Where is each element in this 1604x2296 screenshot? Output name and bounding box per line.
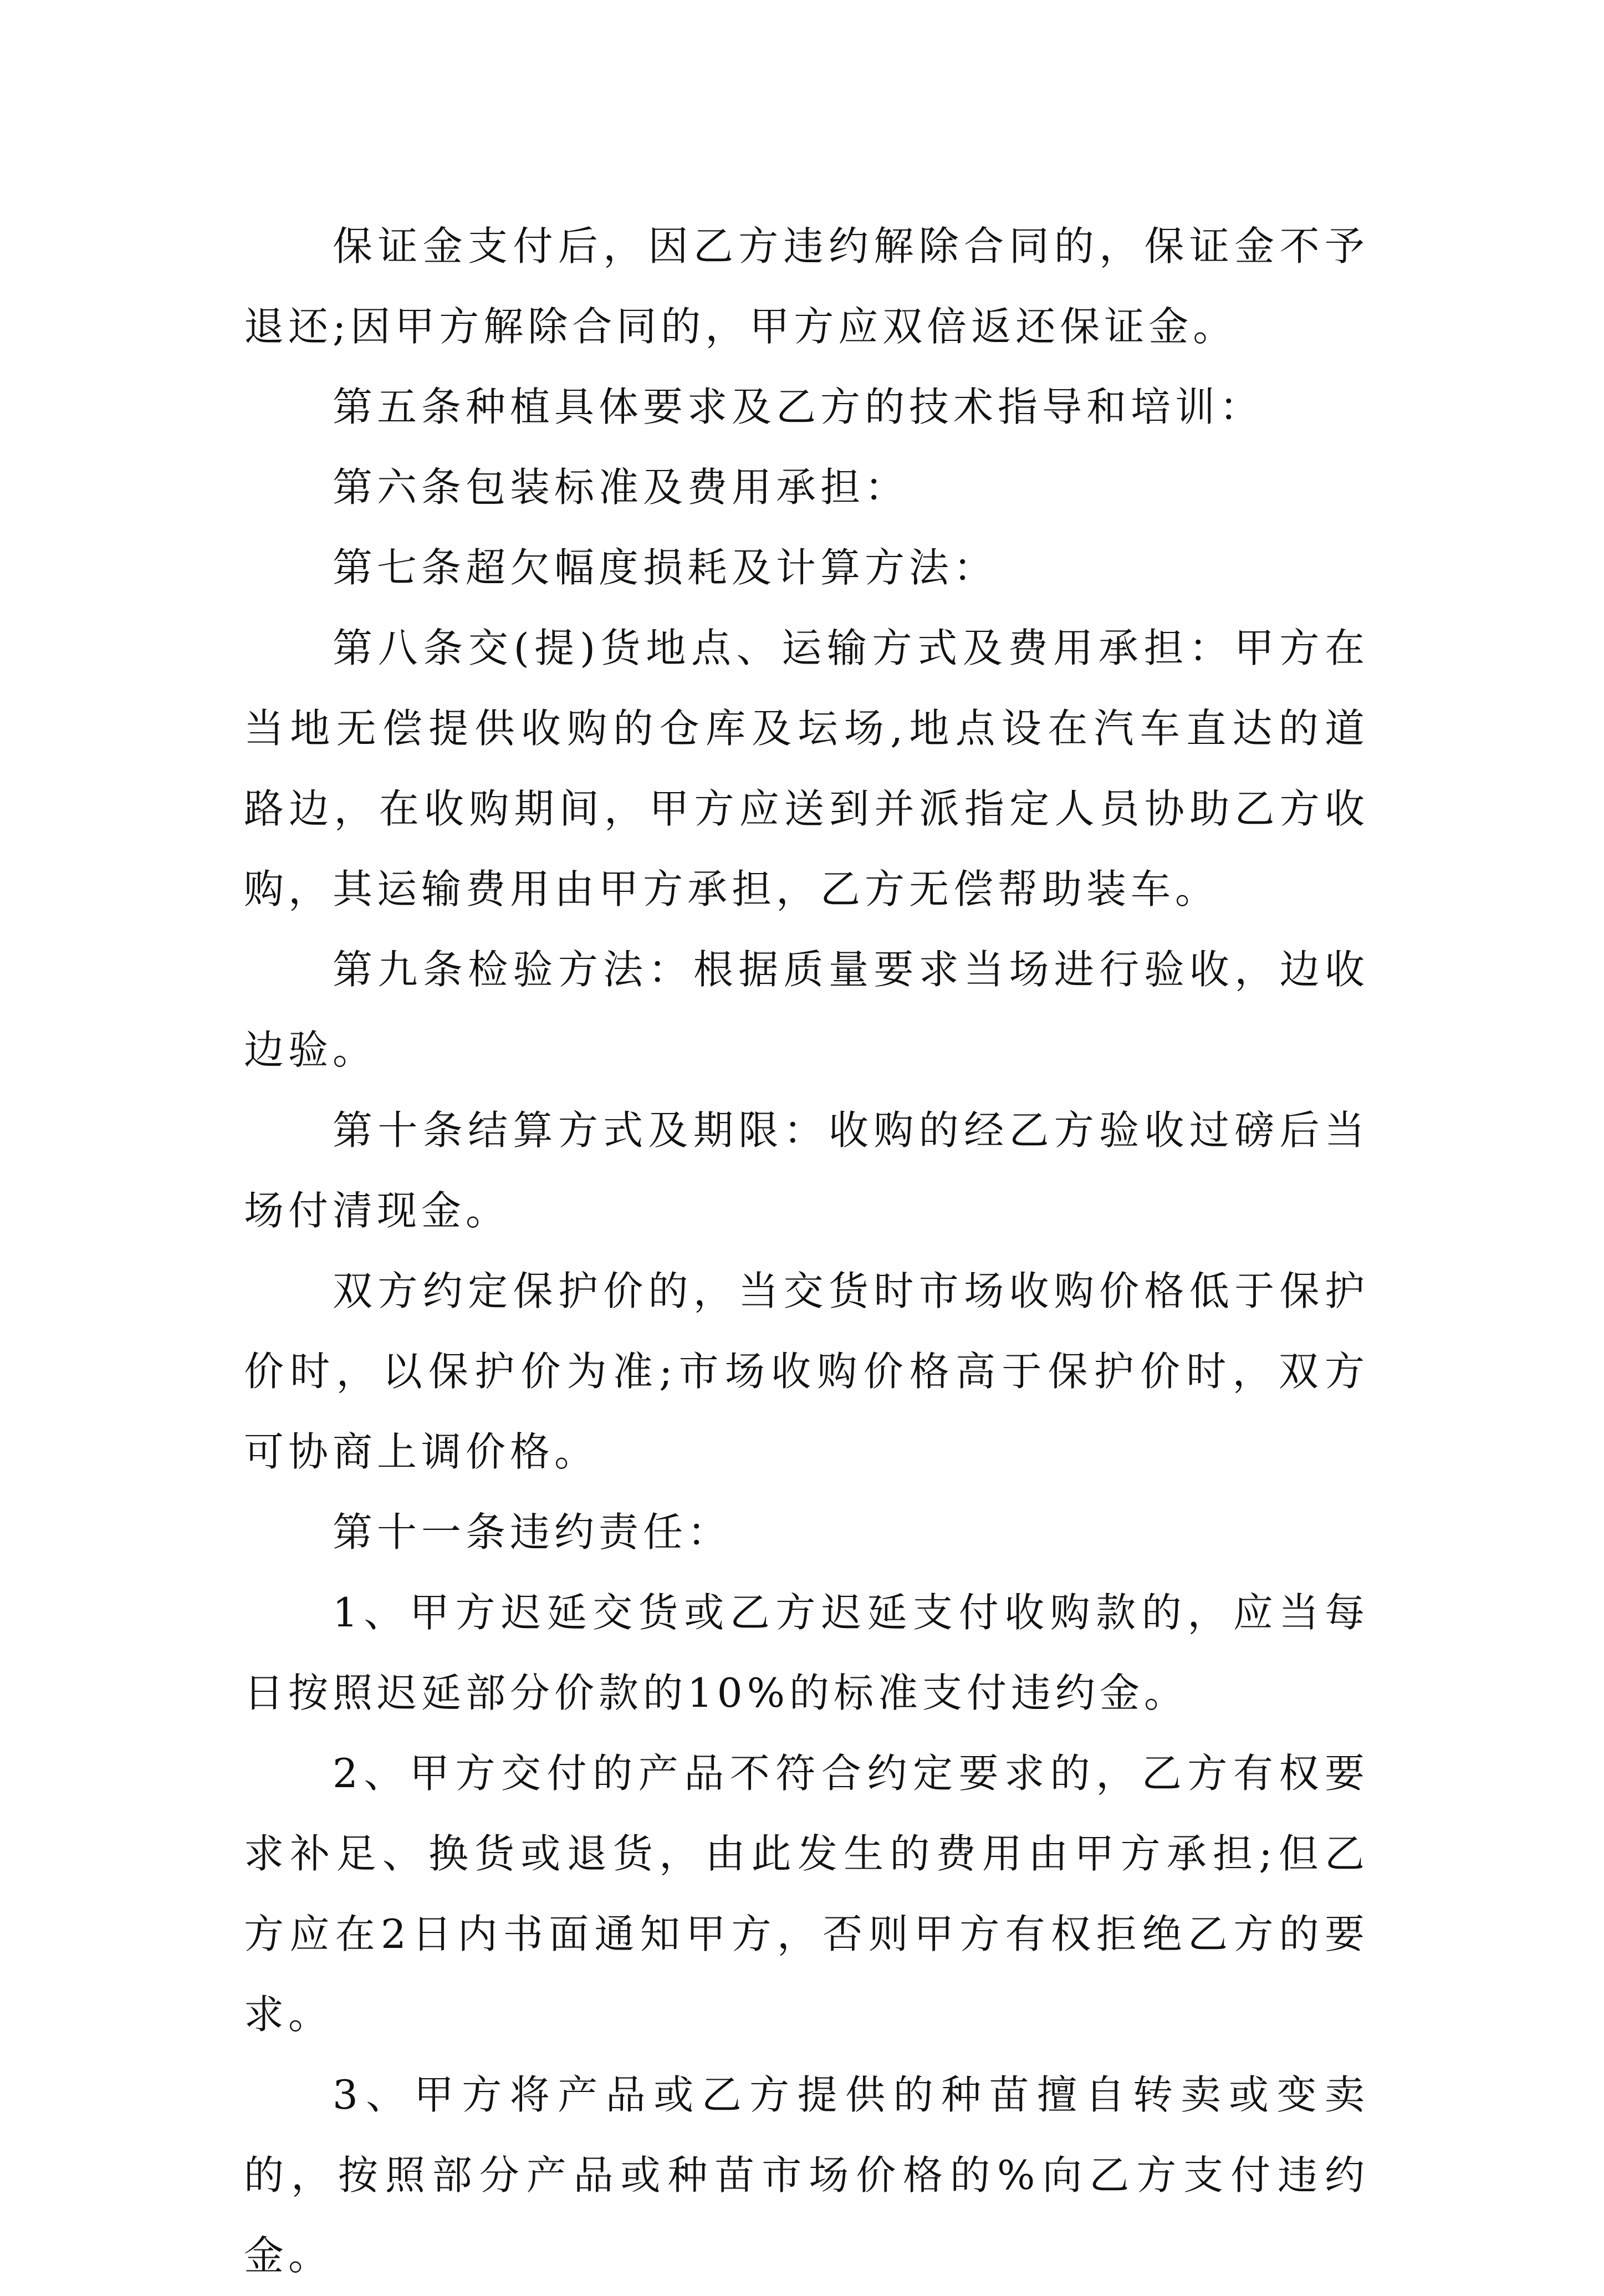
paragraph-article-5: 第五条种植具体要求及乙方的技术指导和培训： <box>333 384 1264 430</box>
paragraph-article-11: 第十一条违约责任： <box>333 1509 732 1555</box>
paragraph-deposit-terms: 保证金支付后，因乙方违约解除合同的，保证金不予退还;因甲方解除合同的，甲方应双倍返还保证金。 <box>244 223 1369 350</box>
paragraph-liability-1: 1、甲方迟延交货或乙方迟延支付收购款的，应当每日按照迟延部分价款的10%的标准支付违约金。 <box>244 1589 1369 1716</box>
paragraph-article-10: 第十条结算方式及期限：收购的经乙方验收过磅后当场付清现金。 <box>244 1107 1369 1234</box>
paragraph-protection-price: 双方约定保护价的，当交货时市场收购价格低于保护价时，以保护价为准;市场收购价格高于保护价时，双方可协商上调价格。 <box>244 1268 1369 1475</box>
paragraph-liability-2: 2、甲方交付的产品不符合约定要求的，乙方有权要求补足、换货或退货，由此发生的费用由甲方承担;但乙方应在2日内书面通知甲方，否则甲方有权拒绝乙方的要求。 <box>244 1750 1369 2038</box>
document-body <box>244 206 1369 2296</box>
paragraph-liability-3: 3、甲方将产品或乙方提供的种苗擅自转卖或变卖的，按照部分产品或种苗市场价格的%向乙方支付违约金。 <box>244 2071 1369 2279</box>
paragraph-article-7: 第七条超欠幅度损耗及计算方法： <box>333 544 998 591</box>
paragraph-article-9: 第九条检验方法：根据质量要求当场进行验收，边收边验。 <box>244 946 1369 1073</box>
paragraph-article-8: 第八条交(提)货地点、运输方式及费用承担：甲方在当地无偿提供收购的仓库及坛场,地点设在汽车直达的道路边，在收购期间，甲方应送到并派指定人员协助乙方收购，其运输费用由甲方承担，乙方无偿帮助装车。 <box>244 625 1369 912</box>
paragraph-article-6: 第六条包装标准及费用承担： <box>333 464 910 511</box>
